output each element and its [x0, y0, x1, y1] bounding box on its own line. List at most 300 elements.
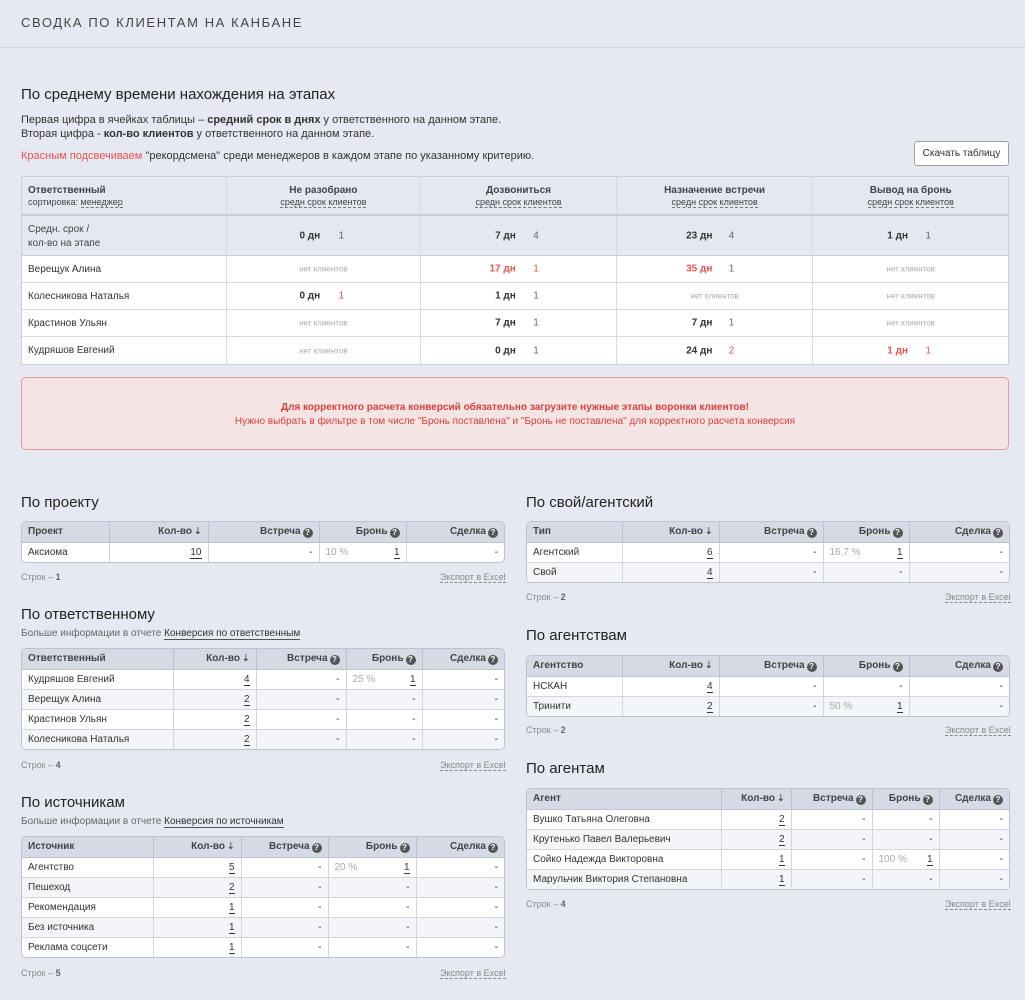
stage-count: 1 [533, 345, 539, 356]
sort-manager-link[interactable]: менеджер [80, 197, 123, 207]
stage-days: 0 дн [299, 290, 321, 302]
sort-days-link[interactable]: средн срок [671, 197, 718, 207]
help-icon[interactable]: ? [400, 843, 410, 853]
col-deal-header [406, 522, 504, 542]
stages-header-row [22, 177, 1008, 216]
by-responsible-rows: Строк – 4 [21, 760, 61, 770]
header-stage [421, 177, 617, 214]
help-icon[interactable]: ? [488, 528, 498, 538]
col-name-header: Тип [527, 522, 622, 542]
row-deal: - [939, 849, 1009, 869]
booking-value-wrap [412, 734, 415, 745]
manager-cell [22, 256, 227, 282]
col-count-header[interactable] [622, 656, 719, 676]
table-row [22, 857, 504, 877]
booking-value-wrap [899, 567, 902, 578]
booking-value[interactable]: 1 [409, 673, 416, 685]
avg-days: 7 дн [495, 230, 516, 241]
alert-title: Для корректного расчета конверсий обязательно загрузите нужные этапы воронки клиентов! [280, 402, 750, 413]
col-count-label: Кол-во [669, 526, 703, 538]
booking-value-wrap [929, 874, 932, 885]
booking-value[interactable]: 1 [403, 861, 410, 873]
manager-cell [22, 337, 227, 364]
by-agent-export-link[interactable]: Экспорт в Excel [945, 899, 1011, 909]
stages-desc-1: Первая цифра в ячейках таблицы – средний срок в днях у ответственного на данном этапе. [21, 114, 502, 126]
help-icon[interactable]: ? [923, 795, 933, 805]
col-count-label: Кол-во [741, 793, 775, 805]
header-stage [617, 177, 814, 214]
col-deal-label: Сделка [449, 525, 486, 537]
row-booking-cell [346, 729, 422, 749]
no-clients: нет клиентов [886, 291, 935, 301]
by-source-title: По источникам [21, 794, 125, 811]
stage-subheader [227, 197, 421, 207]
row-count-cell [153, 857, 241, 877]
row-count-link[interactable]: 2 [778, 833, 785, 845]
col-meeting-header [256, 649, 346, 669]
help-icon[interactable]: ? [312, 843, 322, 853]
manager-cell [22, 283, 227, 309]
alert-text: Нужно выбрать в фильтре в том числе "Бронь поставлена" и "Бронь не поставлена" для корректного расчета конверсия [234, 416, 796, 427]
sort-desc-icon: ⇣ [704, 660, 713, 671]
row-count-cell [173, 669, 256, 689]
by-own-agent-export-link[interactable]: Экспорт в Excel [945, 592, 1011, 602]
stages-section-title: По среднему времени нахождения на этапах [21, 86, 336, 103]
row-meeting: - [791, 809, 872, 829]
help-icon[interactable]: ? [856, 795, 866, 805]
help-icon[interactable]: ? [330, 655, 340, 665]
table-row [527, 542, 1009, 562]
row-deal: - [909, 676, 1009, 696]
col-booking-label: Бронь [858, 525, 891, 537]
col-meeting-header [791, 789, 872, 809]
booking-value: - [412, 733, 416, 745]
row-deal: - [422, 729, 504, 749]
col-meeting-label: Встреча [764, 525, 805, 537]
stage-subheader [421, 197, 616, 207]
sort-desc-icon: ⇣ [776, 793, 785, 804]
row-deal: - [939, 869, 1009, 889]
row-count-link[interactable]: 2 [778, 813, 785, 825]
table-row [22, 729, 504, 749]
table-row [527, 829, 1009, 849]
row-name: Марульчик Виктория Степановна [527, 869, 721, 889]
table-row [22, 937, 504, 957]
stage-count: 1 [533, 290, 539, 302]
col-count-header[interactable] [153, 837, 241, 857]
row-meeting: - [256, 709, 346, 729]
row-count-link[interactable]: 1 [778, 873, 785, 885]
responsible-col-title: Ответственный [28, 185, 106, 196]
by-project-export-link[interactable]: Экспорт в Excel [440, 572, 506, 582]
col-meeting-label: Встреча [764, 659, 805, 671]
stage-count: 1 [728, 317, 735, 329]
sort-days-link[interactable]: средн срок [280, 197, 326, 207]
row-count-cell [622, 562, 719, 582]
col-count-header[interactable] [721, 789, 791, 809]
booking-value: - [406, 901, 410, 913]
row-count-link[interactable]: 2 [243, 713, 250, 725]
booking-value-wrap [406, 942, 409, 953]
table-row [527, 869, 1009, 889]
row-count-link[interactable]: 4 [706, 566, 713, 578]
row-booking-cell [328, 857, 416, 877]
row-name: Рекомендация [22, 897, 153, 917]
row-booking-cell [823, 562, 909, 582]
avg-cell [813, 216, 1008, 255]
booking-value: - [899, 566, 903, 578]
col-booking-header [823, 522, 909, 542]
manager-name: Верещук Алина [28, 264, 102, 275]
col-meeting-label: Встреча [269, 840, 310, 852]
col-count-label: Кол-во [191, 841, 225, 853]
booking-percent: 16,7 % [829, 546, 861, 558]
table-row [527, 562, 1009, 582]
booking-value-wrap [412, 714, 415, 725]
row-name: Свой [527, 562, 622, 582]
col-deal-header [422, 649, 504, 669]
row-meeting: - [256, 729, 346, 749]
row-deal: - [416, 897, 504, 917]
avg-label-line1: Средн. срок / [28, 224, 90, 235]
col-meeting-header [719, 656, 823, 676]
row-booking-cell [328, 917, 416, 937]
row-deal: - [416, 877, 504, 897]
col-meeting-header [208, 522, 319, 542]
row-count-cell [721, 849, 791, 869]
stage-count: 1 [533, 263, 539, 275]
by-agent-table [526, 788, 1010, 890]
stages-desc-2: Вторая цифра - кол-во клиентов у ответственного на данном этапе. [21, 128, 375, 140]
col-deal-label: Сделка [954, 792, 991, 804]
booking-value: - [406, 941, 410, 953]
sort-desc-icon: ⇣ [226, 841, 235, 852]
row-booking-cell [872, 849, 939, 869]
header-responsible [22, 177, 227, 214]
col-booking-label: Бронь [888, 792, 921, 804]
help-icon[interactable]: ? [893, 528, 903, 538]
stage-cell [813, 283, 1008, 309]
col-count-label: Кол-во [158, 526, 192, 538]
row-booking-cell [328, 877, 416, 897]
booking-value-wrap [929, 814, 932, 825]
col-name-header: Агентство [527, 656, 622, 676]
stage-count: 1 [533, 317, 539, 329]
by-own-agent-title: По свой/агентский [526, 494, 654, 511]
row-name: Без источника [22, 917, 153, 937]
sort-desc-icon: ⇣ [704, 526, 713, 537]
booking-value-wrap [927, 854, 933, 866]
sort-desc-icon: ⇣ [193, 526, 202, 537]
by-source-rows: Строк – 5 [21, 968, 61, 978]
help-icon[interactable]: ? [993, 528, 1003, 538]
avg-days: 1 дн [887, 230, 909, 241]
row-name: Вушко Татьяна Олеговна [527, 809, 721, 829]
row-count-link[interactable]: 4 [706, 680, 713, 692]
booking-value-wrap [406, 922, 409, 933]
row-name: Агентский [527, 542, 622, 562]
row-count-cell [109, 542, 208, 562]
row-booking-cell [872, 809, 939, 829]
sort-days-link[interactable]: средн срок [867, 197, 914, 207]
row-deal: - [494, 546, 498, 558]
page-title: СВОДКА ПО КЛИЕНТАМ НА КАНБАНЕ [21, 15, 303, 30]
no-clients: нет клиентов [886, 318, 935, 328]
stage-cell [813, 256, 1008, 282]
col-count-header[interactable] [173, 649, 256, 669]
row-count-link[interactable]: 2 [706, 700, 713, 712]
col-booking-header [319, 522, 406, 542]
help-icon[interactable]: ? [993, 662, 1003, 672]
table-row [527, 809, 1009, 829]
conversion-alert [21, 377, 1009, 450]
row-count-link[interactable]: 2 [243, 733, 250, 745]
row-name: Сойко Надежда Викторовна [527, 849, 721, 869]
stage-cell [617, 256, 814, 282]
help-icon[interactable]: ? [406, 655, 416, 665]
col-deal-label: Сделка [449, 840, 486, 852]
row-count-cell [622, 696, 719, 716]
col-deal-header [416, 837, 504, 857]
row-count-link[interactable]: 6 [706, 546, 713, 558]
by-own-agent-rows: Строк – 2 [526, 592, 566, 602]
row-count-cell [173, 709, 256, 729]
row-deal: - [416, 917, 504, 937]
sort-clients-link[interactable]: клиентов [328, 197, 367, 207]
row-count-cell [153, 897, 241, 917]
row-name: Аксиома [22, 542, 109, 562]
stage-days: 7 дн [691, 317, 713, 329]
row-booking-cell [328, 937, 416, 957]
no-clients: нет клиентов [299, 346, 348, 355]
stage-name: Вывод на бронь [869, 185, 952, 196]
by-responsible-more: Больше информации в отчете Конверсия по ответственным [21, 628, 301, 639]
by-responsible-table [21, 648, 505, 750]
row-name: Агентство [22, 857, 153, 877]
row-booking-cell [346, 709, 422, 729]
col-count-label: Кол-во [669, 660, 703, 672]
row-count-link[interactable]: 2 [228, 881, 235, 893]
table-row [22, 917, 504, 937]
by-project-table [21, 521, 505, 563]
row-meeting: - [256, 669, 346, 689]
row-meeting: - [241, 937, 328, 957]
col-meeting-header [719, 522, 823, 542]
row-count-cell [173, 729, 256, 749]
stage-count: 1 [728, 263, 735, 275]
stage-count: 2 [728, 345, 735, 356]
col-meeting-label: Встреча [813, 792, 854, 804]
manager-cell [22, 310, 227, 336]
row-count-link[interactable]: 1 [778, 853, 785, 865]
by-project-title: По проекту [21, 494, 99, 511]
row-deal: - [909, 562, 1009, 582]
col-meeting-header [241, 837, 328, 857]
booking-value[interactable]: 1 [393, 546, 400, 558]
sort-desc-icon: ⇣ [241, 653, 250, 664]
stage-days: 1 дн [495, 290, 516, 302]
row-name: Верещук Алина [22, 689, 173, 709]
stages-avg-row [22, 216, 1008, 256]
stage-name: Не разобрано [289, 185, 358, 196]
table-row [527, 696, 1009, 716]
row-booking-cell [346, 669, 422, 689]
col-deal-label: Сделка [954, 659, 991, 671]
row-name: НСКАН [527, 676, 622, 696]
col-deal-label: Сделка [449, 652, 486, 664]
row-booking-cell [872, 869, 939, 889]
row-count-link[interactable]: 2 [243, 693, 250, 705]
booking-value: - [412, 713, 416, 725]
row-deal: - [416, 857, 504, 877]
help-icon[interactable]: ? [807, 662, 817, 672]
booking-value[interactable]: 1 [896, 700, 903, 712]
sort-control [28, 197, 123, 207]
by-project-rows: Строк – 1 [21, 572, 61, 582]
row-booking-cell [319, 542, 406, 562]
help-icon[interactable]: ? [390, 528, 400, 538]
col-deal-label: Сделка [954, 525, 991, 537]
row-count-cell [153, 877, 241, 897]
help-icon[interactable]: ? [488, 843, 498, 853]
row-name: Крастинов Ульян [22, 709, 173, 729]
col-booking-header [328, 837, 416, 857]
col-booking-header [346, 649, 422, 669]
row-count-cell [153, 937, 241, 957]
col-count-label: Кол-во [206, 653, 240, 665]
table-row [22, 669, 504, 689]
page-header [0, 0, 1025, 48]
help-icon[interactable]: ? [993, 795, 1003, 805]
row-count-cell [153, 917, 241, 937]
by-agency-title: По агентствам [526, 627, 627, 644]
avg-label-line2: кол-во на этапе [28, 238, 101, 249]
row-name: Тринити [527, 696, 622, 716]
booking-value: - [929, 833, 933, 845]
row-booking-cell [328, 897, 416, 917]
stage-cell [227, 310, 422, 336]
stages-table [21, 176, 1009, 365]
avg-cell [421, 216, 617, 255]
row-name: Кудряшов Евгений [22, 669, 173, 689]
row-meeting: - [719, 676, 823, 696]
sort-clients-link[interactable]: клиентов [915, 197, 954, 207]
header-stage [227, 177, 422, 214]
row-name: Крутенько Павел Валерьевич [527, 829, 721, 849]
by-source-export-link[interactable]: Экспорт в Excel [440, 968, 506, 978]
by-agency-rows: Строк – 2 [526, 725, 566, 735]
stage-cell [421, 283, 617, 309]
stage-cell [227, 337, 422, 364]
sort-days-link[interactable]: средн срок [475, 197, 521, 207]
booking-value-wrap [406, 882, 409, 893]
stage-cell [227, 283, 422, 309]
row-booking-cell [823, 696, 909, 716]
table-row [22, 689, 504, 709]
stage-cell [813, 310, 1008, 336]
row-deal: - [422, 669, 504, 689]
stages-desc-3: Красным подсвечиваем "рекордсмена" среди менеджеров в каждом этапе по указанному критерию. [21, 150, 535, 162]
help-icon[interactable]: ? [807, 528, 817, 538]
stage-table-row [22, 310, 1008, 337]
responsible-conversion-link[interactable]: Конверсия по ответственным [164, 628, 301, 639]
table-row [22, 542, 504, 562]
sort-clients-link[interactable]: клиентов [523, 197, 562, 207]
stage-cell [617, 337, 814, 364]
col-count-header[interactable] [109, 522, 208, 542]
booking-percent: 50 % [829, 700, 853, 712]
table-row [22, 877, 504, 897]
booking-value: - [406, 921, 410, 933]
booking-percent: 100 % [878, 853, 907, 865]
source-conversion-link[interactable]: Конверсия по источникам [164, 816, 284, 827]
row-deal: - [909, 696, 1009, 716]
avg-days: 23 дн [686, 230, 713, 241]
header-stage [813, 177, 1008, 214]
stage-cell [227, 256, 422, 282]
by-responsible-export-link[interactable]: Экспорт в Excel [440, 760, 506, 770]
manager-name: Крастинов Ульян [28, 318, 107, 329]
row-meeting: - [241, 857, 328, 877]
help-icon[interactable]: ? [893, 662, 903, 672]
by-agency-table [526, 655, 1010, 717]
avg-count: 4 [728, 230, 735, 241]
stage-days: 35 дн [686, 263, 713, 275]
row-count-link[interactable]: 1 [228, 901, 235, 913]
booking-value[interactable]: 1 [926, 853, 933, 865]
avg-days: 0 дн [299, 230, 321, 241]
stage-subheader [617, 197, 813, 207]
row-meeting: - [241, 877, 328, 897]
avg-cell [617, 216, 814, 255]
by-agency-export-link[interactable]: Экспорт в Excel [945, 725, 1011, 735]
stage-table-row [22, 337, 1008, 364]
row-booking-cell [823, 676, 909, 696]
help-icon[interactable]: ? [303, 528, 313, 538]
row-name: Колесникова Наталья [22, 729, 173, 749]
booking-percent: 20 % [334, 861, 358, 873]
row-name: Пешеход [22, 877, 153, 897]
booking-value: - [929, 873, 933, 885]
booking-value-wrap [899, 681, 902, 692]
table-row [22, 709, 504, 729]
col-count-header[interactable] [622, 522, 719, 542]
row-booking-cell [823, 542, 909, 562]
col-meeting-label: Встреча [260, 525, 301, 537]
row-count-link[interactable]: 5 [228, 861, 235, 873]
booking-value: - [412, 693, 416, 705]
sort-label: сортировка: [28, 197, 78, 207]
stage-table-row [22, 256, 1008, 283]
row-count-link[interactable]: 10 [190, 546, 202, 558]
col-booking-label: Бронь [371, 652, 404, 664]
download-table-button[interactable]: Скачать таблицу [914, 141, 1009, 166]
avg-count: 1 [925, 230, 931, 241]
row-booking-cell [872, 829, 939, 849]
col-deal-header [909, 522, 1009, 542]
row-count-link[interactable]: 1 [228, 941, 235, 953]
booking-value[interactable]: 1 [896, 546, 903, 558]
sort-clients-link[interactable]: клиентов [719, 197, 758, 207]
stage-cell [421, 310, 617, 336]
row-count-link[interactable]: 1 [228, 921, 235, 933]
booking-percent: 25 % [352, 673, 376, 685]
help-icon[interactable]: ? [488, 655, 498, 665]
stage-days: 0 дн [495, 345, 516, 356]
col-booking-label: Бронь [858, 659, 891, 671]
col-booking-label: Бронь [365, 840, 398, 852]
row-count-link[interactable]: 4 [243, 673, 250, 685]
